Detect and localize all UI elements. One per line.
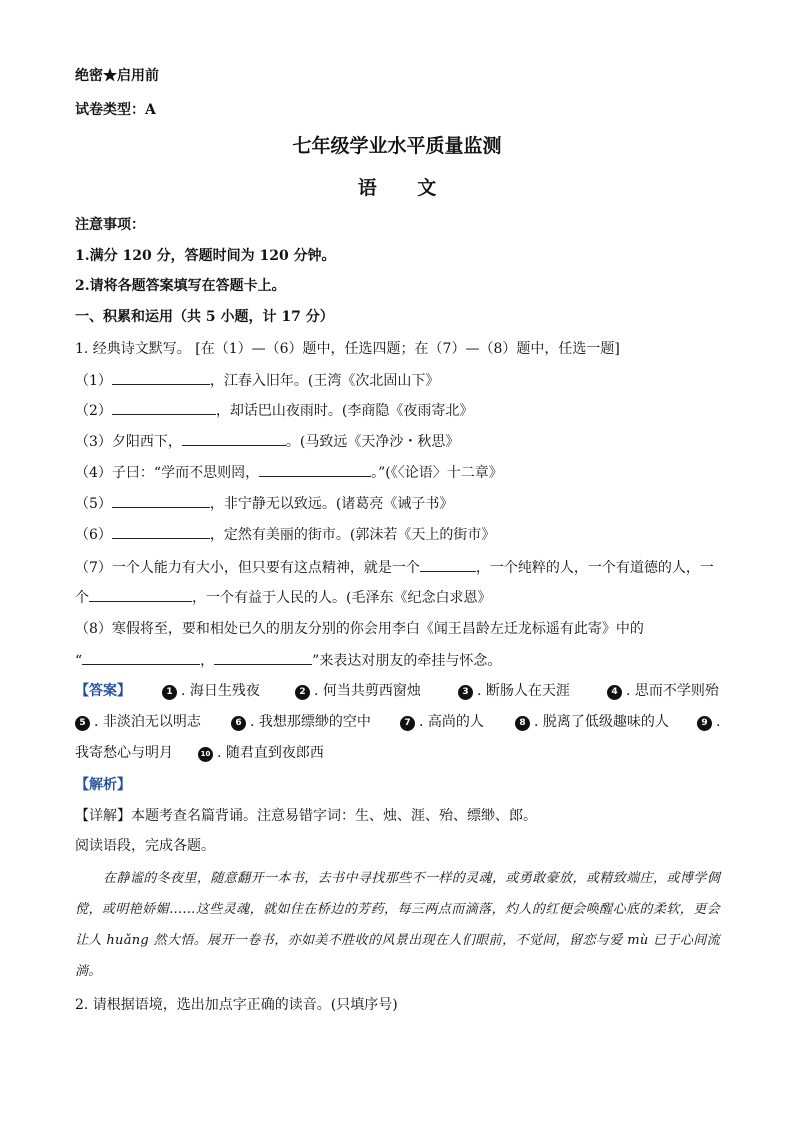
answer-item-10: 10 . 随君直到夜郎西 (198, 743, 324, 763)
secret-label: 绝密★启用前 (75, 68, 159, 84)
analysis-detail: 【详解】本题考查名篇背诵。注意易错字词：生、烛、涯、殆、缥缈、郎。 (75, 808, 537, 824)
answer-label: 【答案】 (75, 683, 131, 699)
exam-title: 七年级学业水平质量监测 (292, 135, 502, 157)
answer-item-8: 8 . 脱离了低级趣味的人 (515, 712, 669, 732)
answer-blank[interactable] (112, 370, 210, 385)
reading-intro: 阅读语段，完成各题。 (75, 838, 215, 854)
answer-item-1: 1 . 海日生残夜 (162, 681, 260, 701)
answer-blank[interactable] (89, 587, 192, 602)
q1-line-4: （4）子曰：“学而不思则罔， 。”(《〈论语〉十二章》 (75, 462, 503, 483)
answer-blank[interactable] (112, 493, 210, 508)
section-1-heading: 一、积累和运用（共 5 小题，计 17 分） (75, 309, 334, 325)
answer-blank[interactable] (112, 524, 210, 539)
answer-row-1 (75, 681, 720, 701)
answer-item-4: 4 . 思而不学则殆 (607, 681, 719, 701)
paper-type: 试卷类型：A (75, 102, 156, 118)
answer-blank[interactable] (259, 462, 371, 477)
note-1: 1.满分 120 分，答题时间为 120 分钟。 (75, 248, 336, 264)
answer-item-2: 2 . 何当共剪西窗烛 (295, 681, 421, 701)
q1-line-3: （3）夕阳西下， 。(马致远《天净沙・秋思》 (75, 431, 459, 452)
q1-line-6: （6） ，定然有美丽的街市。(郭沫若《天上的街市》 (75, 524, 495, 545)
note-2: 2.请将各题答案填写在答题卡上。 (75, 278, 286, 294)
answer-row-2 (75, 712, 720, 732)
answer-blank[interactable] (214, 650, 312, 665)
analysis-label: 【解析】 (75, 777, 131, 793)
notes-heading: 注意事项： (75, 217, 145, 233)
q1-line-8: （8）寒假将至，要和相处已久的朋友分别的你会用李白《闻王昌龄左迁龙标遥有此寄》中的 (75, 621, 644, 637)
q1-line-2: （2） ，却话巴山夜雨时。(李商隐《夜雨寄北》 (75, 400, 473, 421)
q1-line-7: （7）一个人能力有大小，但只要有这点精神，就是一个 ，一个纯粹的人，一个有道德的人，一 (75, 557, 714, 578)
q1-intro: 1. 经典诗文默写。 [在（1）—（6）题中，任选四题；在（7）—（8）题中，任选一题] (75, 341, 620, 357)
answer-row-3 (75, 743, 720, 763)
answer-item-5: 5 . 非淡泊无以明志 (75, 712, 201, 732)
answer-blank[interactable] (82, 650, 200, 665)
answer-item-3: 3 . 断肠人在天涯 (458, 681, 570, 701)
q2-prompt: 2. 请根据语境，选出加点字正确的读音。(只填序号) (75, 997, 398, 1013)
answer-item-9: 9 . (697, 712, 720, 732)
reading-passage: 在静谧的冬夜里，随意翻开一本书，去书中寻找那些不一样的灵魂，或勇敢豪放，或精致端庄，或博学倜傥，或明艳娇媚……这些灵魂，就如住在桥边的芳药，每三两点而滴落，灼人的红便会唤醒心底的柔软，更会让人 huǎng 然大悟。展开一卷书，亦如美不胜收的风景出现在人们眼前，不觉间，留恋与爱 mù 已于心间流淌。 (75, 871, 720, 979)
q1-line-8-cont: “ ， ”来表达对朋友的牵挂与怀念。 (75, 650, 501, 671)
q1-line-5: （5） ，非宁静无以致远。(诸葛亮《诫子书》 (75, 493, 453, 514)
answer-item-6: 6 . 我想那缥缈的空中 (231, 712, 371, 732)
answer-blank[interactable] (112, 400, 216, 415)
subject-title: 语 文 (357, 177, 437, 199)
answer-item-9-text: 我寄愁心与明月 (75, 745, 173, 761)
q1-line-7-cont: 个 ，一个有益于人民的人。(毛泽东《纪念白求恩》 (75, 587, 491, 608)
q1-line-1: （1） ，江春入旧年。(王湾《次北固山下》 (75, 370, 439, 391)
answer-item-7: 7 . 高尚的人 (400, 712, 484, 732)
answer-blank[interactable] (182, 431, 286, 446)
answer-blank[interactable] (420, 557, 476, 572)
